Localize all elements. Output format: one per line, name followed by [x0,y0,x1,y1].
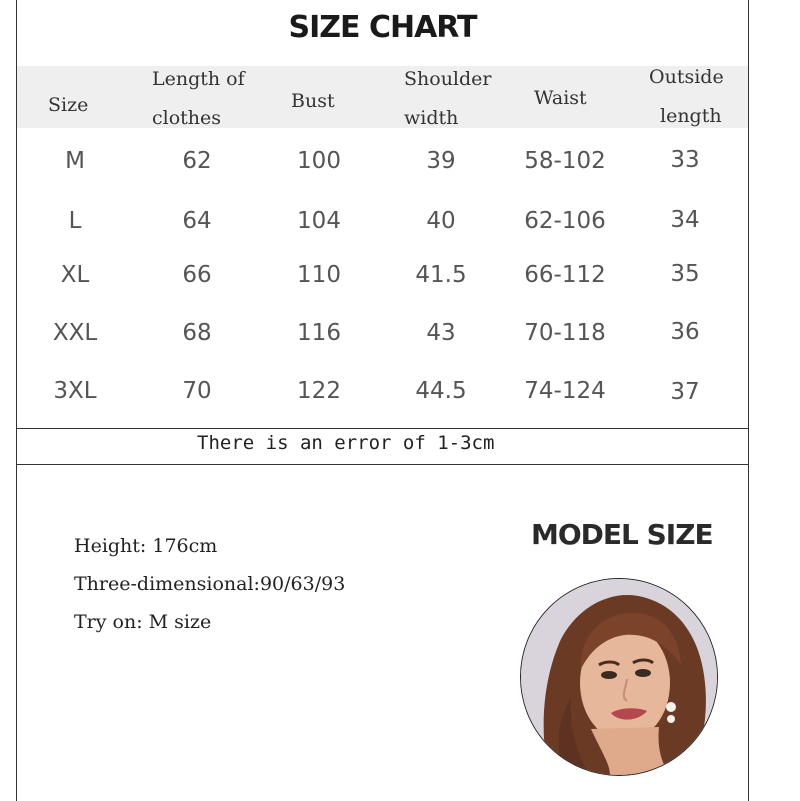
header-length-of-clothes: Length of clothes [152,68,245,129]
table-cell: 64 [182,208,212,234]
table-cell: L [68,208,82,234]
header-outside-length: Outside length [649,66,724,127]
table-cell: 70-118 [524,320,606,346]
table-cell: 66 [182,262,212,288]
model-portrait-illustration [521,579,718,776]
table-cell: M [65,148,85,174]
table-cell: 33 [670,147,700,173]
table-cell: 104 [297,208,341,234]
table-cell: 70 [182,378,212,404]
table-cell: 3XL [53,378,97,404]
error-note: There is an error of 1-3cm [197,432,495,454]
table-cell: 41.5 [415,262,467,288]
table-cell: 34 [670,207,700,233]
table-cell: 35 [670,261,700,287]
note-top-divider [16,428,749,429]
table-cell: 68 [182,320,212,346]
frame-right-border [748,0,749,801]
table-cell: 39 [426,148,456,174]
header-bust: Bust [291,90,335,112]
table-cell: 44.5 [415,378,467,404]
header-waist: Waist [534,87,587,109]
table-cell: 116 [297,320,341,346]
model-try-on: Try on: M size [74,611,212,633]
table-cell: 43 [426,320,456,346]
table-cell: 100 [297,148,341,174]
header-shoulder-width: Shoulder width [404,68,492,129]
model-measurements: Three-dimensional:90/63/93 [74,573,346,595]
table-cell: 110 [297,262,341,288]
table-cell: XL [60,262,90,288]
table-cell: 62 [182,148,212,174]
table-cell: 74-124 [524,378,606,404]
table-cell: 66-112 [524,262,606,288]
table-cell: 40 [426,208,456,234]
table-cell: 58-102 [524,148,606,174]
model-height: Height: 176cm [74,535,218,557]
model-portrait [520,578,718,776]
table-cell: 62-106 [524,208,606,234]
header-size: Size [48,94,89,116]
model-size-title: MODEL SIZE [531,518,713,551]
table-cell: 37 [670,379,700,405]
table-header-band [17,66,748,128]
size-chart-title: SIZE CHART [288,10,477,45]
table-cell: XXL [52,320,98,346]
table-cell: 122 [297,378,341,404]
table-cell: 36 [670,319,700,345]
note-bottom-divider [16,464,749,465]
